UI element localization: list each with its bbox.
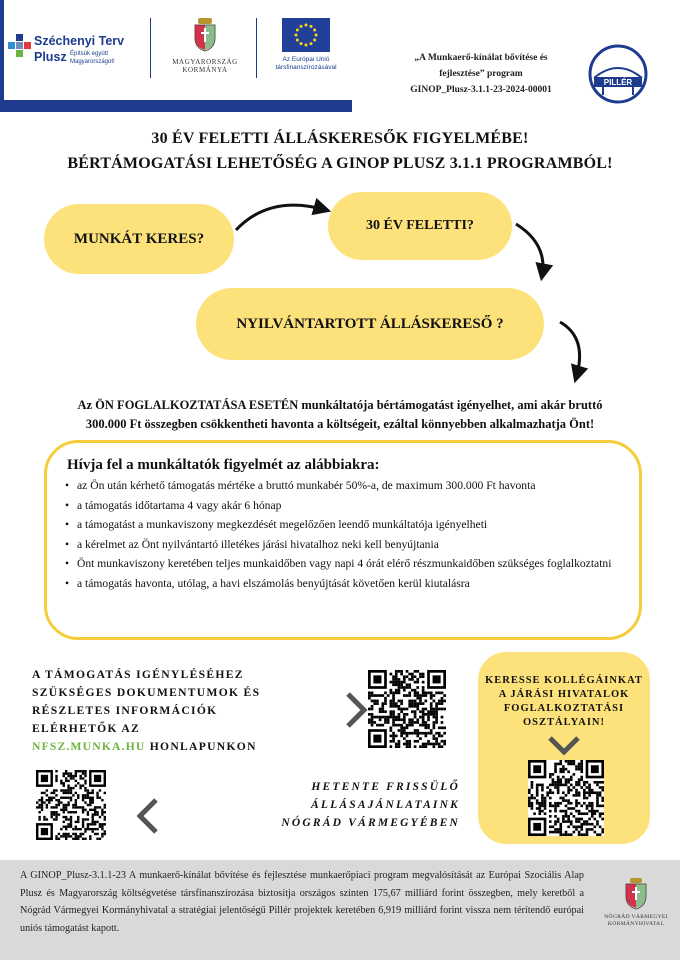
- weekly-line1: HETENTE FRISSÜLŐ: [311, 781, 460, 793]
- eu-star-icon: [313, 39, 316, 42]
- qr-code-documents[interactable]: [368, 670, 446, 748]
- intro-line1: Az ÖN FOGLALKOZTATÁSA ESETÉN munkáltatója bértámogatást igényelhet, ami akár bruttó: [77, 398, 603, 412]
- list-item: • a támogatás időtartama 4 vagy akár 6 hónap: [65, 498, 621, 515]
- header: [0, 0, 680, 118]
- szechenyi-plus-label: Plusz: [34, 50, 67, 64]
- nograd-crest-icon: [625, 878, 647, 910]
- eu-star-icon: [315, 34, 318, 37]
- eu-star-icon: [296, 29, 299, 32]
- list-item: • a támogatás havonta, utólag, a havi elszámolás benyújtását követően kerül kiutalásra: [65, 576, 621, 593]
- szechenyi-tagline: Építsük együtt Magyarországot!: [70, 51, 115, 65]
- eu-star-icon: [300, 25, 303, 28]
- office-contact-line2: A JÁRÁSI HIVATALOK: [498, 689, 630, 700]
- program-title-line1: „A Munkaerő-kínálat bővítése és: [414, 53, 548, 63]
- eu-star-icon: [305, 24, 308, 27]
- footer: [0, 860, 680, 960]
- weekly-line3: NÓGRÁD VÁRMEGYÉBEN: [281, 817, 460, 829]
- header-blue-edge: [0, 0, 4, 112]
- callout-title: Hívja fel a munkáltatók figyelmét az alábbiakra:: [67, 457, 380, 473]
- office-contact-text: [484, 674, 644, 730]
- arrow-to-intro-icon: [560, 322, 580, 378]
- qr-code-offices[interactable]: [528, 760, 604, 836]
- flow-step-job-search: MUNKÁT KERES?: [44, 204, 234, 274]
- flow-step-registered-jobseeker: NYILVÁNTARTOTT ÁLLÁSKERESŐ ?: [196, 288, 544, 360]
- documents-line1: A TÁMOGATÁS IGÉNYLÉSÉHEZ: [32, 668, 244, 681]
- documents-info: [32, 666, 332, 756]
- header-blue-strip: [0, 100, 352, 112]
- header-divider: [256, 18, 257, 78]
- piller-logo-icon: [588, 44, 648, 104]
- program-info: [370, 50, 592, 98]
- szechenyi-terv-logo: [6, 28, 146, 78]
- office-contact-line3: FOGLALKOZTATÁSI: [503, 703, 625, 714]
- eu-star-icon: [295, 34, 298, 37]
- hungarian-crest-icon: [193, 18, 217, 52]
- szechenyi-terv-title: Széchenyi Terv: [34, 34, 125, 48]
- footer-funding-text: A GINOP_Plusz-3.1.1-23 A munkaerő-kínálat bővítése és fejlesztése munkaerőpiaci program megvalósítását az Európai Szociális Alap Plusz és Magyarország költségvetése társfinanszírozása biztosítja országos szinten 175,67 milliárd forint összegben, mely keretből a Nógrád Vármegyei Kormányhivatal a stratégiai jelentőségű Pillér projektek keretében 6,919 milliárd forint vissza nem térítendő európai uniós támogatást kapott.: [20, 870, 584, 934]
- nograd-office-name: NÓGRÁD VÁRMEGYEI KORMÁNYHIVATAL: [604, 914, 668, 927]
- eu-flag-icon: [282, 18, 330, 52]
- qr-code-job-offers[interactable]: [36, 770, 106, 840]
- documents-line5: [32, 738, 332, 756]
- office-contact-line4: OSZTÁLYAIN!: [522, 717, 605, 728]
- documents-line4: ELÉRHETŐK AZ: [32, 722, 141, 735]
- eu-star-icon: [310, 42, 313, 45]
- szechenyi-cross-icon: [6, 32, 36, 62]
- documents-line3: RÉSZLETES INFORMÁCIÓK: [32, 704, 218, 717]
- documents-line2: SZÜKSÉGES DOKUMENTUMOK ÉS: [32, 686, 261, 699]
- flow-step-over-30: 30 ÉV FELETTI?: [328, 192, 512, 260]
- weekly-jobs-text: [200, 778, 460, 832]
- eu-star-icon: [305, 44, 308, 47]
- eu-star-icon: [300, 42, 303, 45]
- hungarian-government-logo: [160, 18, 250, 84]
- nograd-county-office-logo: [596, 878, 676, 928]
- program-code: GINOP_Plusz-3.1.1-23-2024-00001: [410, 85, 552, 95]
- program-title-line2: fejlesztése” program: [439, 69, 523, 79]
- headline-line2: BÉRTÁMOGATÁSI LEHETŐSÉG A GINOP PLUSZ 3.1.1 PROGRAMBÓL!: [67, 155, 613, 172]
- intro-text: [22, 396, 658, 434]
- eu-cofinancing-text: Az Európai Unió társfinanszírozásával: [275, 56, 337, 71]
- list-item: • a kérelmet az Önt nyilvántartó illetékes járási hivatalhoz neki kell benyújtania: [65, 537, 621, 554]
- list-item: • az Ön után kérhető támogatás mértéke a bruttó munkabér 50%-a, de maximum 300.000 Ft havonta: [65, 478, 621, 495]
- piller-label: PILLÉR: [603, 78, 633, 87]
- employer-info-callout: [44, 440, 642, 640]
- eu-star-icon: [313, 29, 316, 32]
- headline-line1: 30 ÉV FELETTI ÁLLÁSKERESŐK FIGYELMÉBE!: [151, 130, 529, 147]
- arrow-to-age-icon: [236, 205, 326, 230]
- chevron-down-icon: [546, 734, 582, 758]
- weekly-line2: ÁLLÁSAJÁNLATAINK: [311, 799, 460, 811]
- government-name: MAGYARORSZÁG KORMÁNYA: [172, 58, 238, 74]
- list-item: • a támogatást a munkaviszony megkezdését megelőzően leendő munkáltatója igényelheti: [65, 517, 621, 534]
- eu-star-icon: [296, 39, 299, 42]
- callout-list: [65, 478, 621, 592]
- intro-line2: 300.000 Ft összegben csökkentheti havonta a költségeit, ezáltal könnyebben alkalmazhatja Önt!: [85, 417, 595, 431]
- header-divider: [150, 18, 151, 78]
- office-contact-line1: KERESSE KOLLÉGÁINKAT: [485, 675, 643, 686]
- chevron-left-icon: [134, 796, 164, 836]
- documents-line5-suffix: HONLAPUNKON: [145, 740, 257, 753]
- nfsz-link[interactable]: NFSZ.MUNKA.HU: [32, 740, 146, 753]
- chevron-right-icon: [340, 690, 370, 730]
- arrow-to-registered-icon: [516, 224, 543, 276]
- eu-logo: [264, 18, 348, 84]
- eu-star-icon: [310, 25, 313, 28]
- list-item: • Önt munkaviszony keretében teljes munkaidőben vagy napi 4 órát elérő részmunkaidőben szükséges foglalkoztatni: [65, 556, 621, 573]
